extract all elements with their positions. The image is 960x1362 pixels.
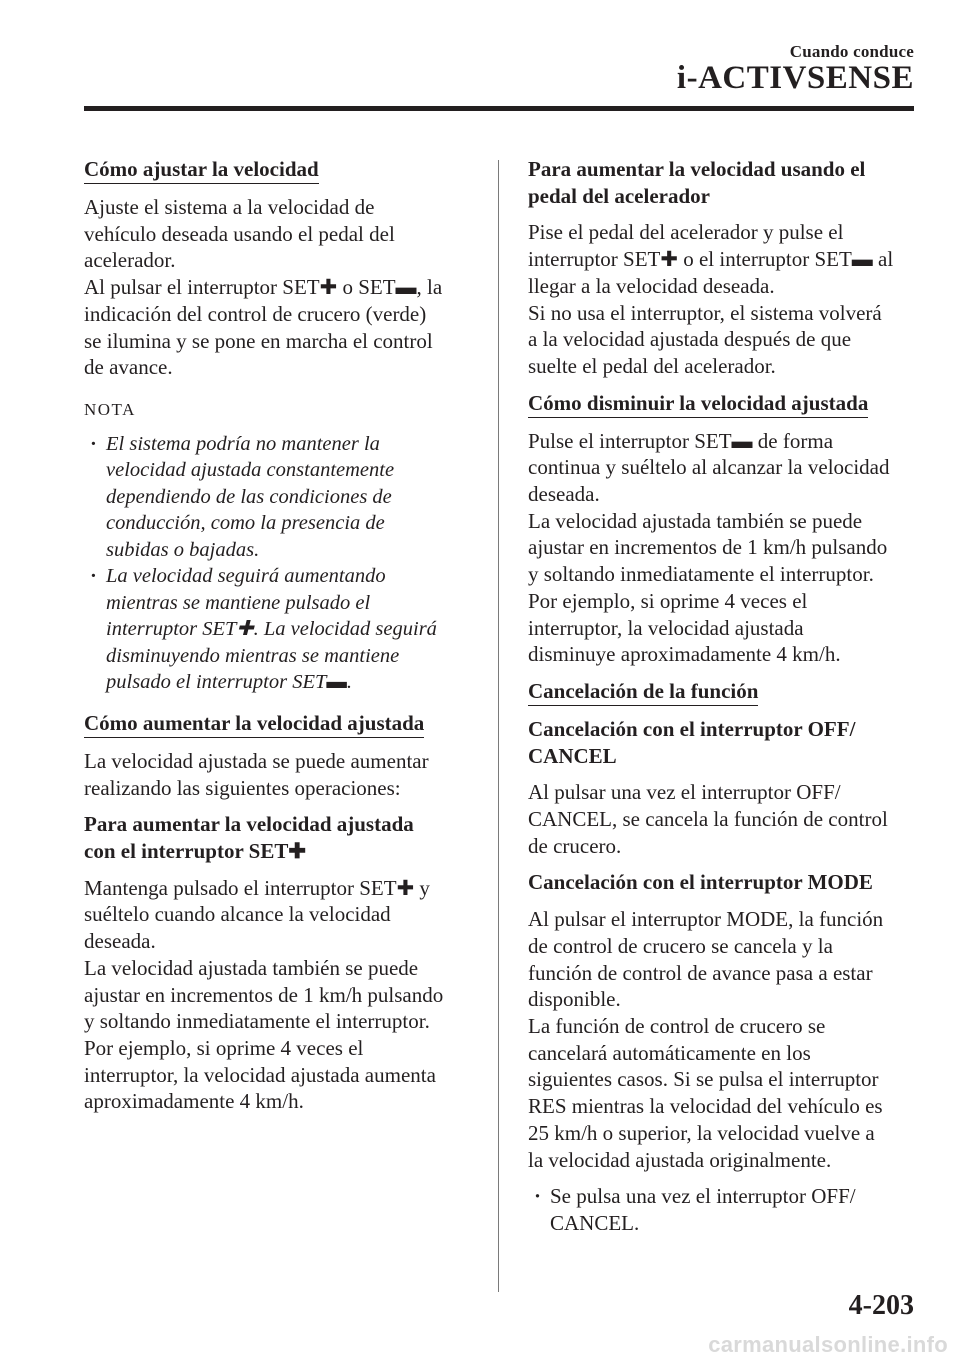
text-line: a la velocidad ajustada después de que [528,327,852,352]
header-rule [84,106,914,111]
text-line: subidas o bajadas. [106,538,260,561]
text-line: Pulse el interruptor SET▬ de forma [528,428,834,453]
text-line: Por ejemplo, si oprime 4 veces el [528,588,808,613]
subheading-set-plus [84,811,484,864]
text-line: de avance. [84,355,173,380]
subheading-off-cancel [528,716,928,769]
text-line: interruptor SET✚ o el interruptor SET▬ al [528,247,894,272]
text-line: ajustar en incrementos de 1 km/h pulsando [84,982,444,1007]
paragraph-accelerator [528,219,928,379]
note-item-2 [84,563,484,696]
text-line: llegar a la velocidad deseada. [528,273,775,298]
text-line: CANCEL. [550,1210,640,1235]
text-line: cancelará automáticamente en los [528,1040,811,1065]
text-line: La velocidad ajustada también se puede [528,508,863,533]
text-line: disminuyendo mientras se mantiene [106,644,400,667]
heading-increase-speed: Cómo aumentar la velocidad ajustada [84,711,424,738]
note-item-1 [84,431,484,564]
subheading-mode: Cancelación con el interruptor MODE [528,870,873,895]
text-line: continua y suéltelo al alcanzar la velocidad [528,455,890,480]
text-line: Al pulsar el interruptor MODE, la función [528,907,884,932]
text-line: Para aumentar la velocidad usando el [528,157,866,181]
text-line: suelte el pedal del acelerador. [528,353,776,378]
text-line: Ajuste el sistema a la velocidad de [84,195,375,219]
paragraph-set-plus [84,875,484,1115]
text-line: La velocidad ajustada también se puede [84,955,419,980]
text-line: Pise el pedal del acelerador y pulse el [528,220,844,245]
paragraph-decrease [528,428,928,668]
heading-adjust-speed: Cómo ajustar la velocidad [84,157,319,184]
paragraph-adjust [84,194,484,381]
text-line: Mantenga pulsado el interruptor SET✚ y [84,875,430,900]
text-line: La velocidad ajustada se puede aumentar [84,748,429,773]
text-line: 25 km/h o superior, la velocidad vuelve a [528,1120,875,1145]
text-line: CANCEL [528,743,617,768]
text-line: La velocidad seguirá aumentando [106,565,386,588]
paragraph-mode [528,906,928,1173]
text-line: RES mientras la velocidad del vehículo es [528,1094,883,1119]
nota-label: NOTA [84,399,136,419]
left-column [84,156,484,1115]
text-line: interruptor, la velocidad ajustada aumenta [84,1062,436,1087]
text-line: Al pulsar una vez el interruptor OFF/ [528,780,841,805]
paragraph-off-cancel [528,779,928,859]
text-line: vehículo deseada usando el pedal del [84,221,395,246]
text-line: realizando las siguientes operaciones: [84,775,401,800]
text-line: de control de crucero se cancela y la [528,933,833,958]
page-number: 4-203 [848,1290,914,1321]
text-line: dependiendo de las condiciones de [106,485,392,508]
text-line: y soltando inmediatamente el interruptor. [84,1009,430,1034]
text-line: velocidad ajustada constantemente [106,459,395,482]
text-line: disminuye aproximadamente 4 km/h. [528,642,841,667]
text-line: Si no usa el interruptor, el sistema volverá [528,300,882,325]
text-line: la velocidad ajustada originalmente. [528,1147,832,1172]
heading-cancel-function: Cancelación de la función [528,679,758,706]
text-line: siguientes casos. Si se pulsa el interruptor [528,1067,879,1092]
text-line: acelerador. [84,248,176,273]
text-line: con el interruptor SET✚ [84,839,306,864]
text-line: función de control de avance pasa a estar [528,960,873,985]
list-item-off-cancel [528,1183,928,1236]
right-column [528,156,928,1237]
text-line: Se pulsa una vez el interruptor OFF/ [550,1184,856,1209]
text-line: Cancelación con el interruptor OFF/ [528,716,856,741]
text-line: Al pulsar el interruptor SET✚ o SET▬, la [84,275,443,300]
text-line: La función de control de crucero se [528,1013,826,1038]
subheading-accelerator [528,156,928,209]
text-line: deseada. [528,482,600,507]
text-line: aproximadamente 4 km/h. [84,1089,304,1114]
text-line: pulsado el interruptor SET▬. [106,671,353,694]
text-line: deseada. [84,929,156,954]
text-line: pedal del acelerador [528,183,710,208]
text-line: y soltando inmediatamente el interruptor. [528,562,874,587]
text-line: CANCEL, se cancela la función de control [528,807,888,832]
text-line: mientras se mantiene pulsado el [106,591,371,614]
paragraph-increase [84,748,484,801]
text-line: conducción, como la presencia de [106,512,385,535]
header-chapter: i-ACTIVSENSE [676,60,914,96]
text-line: interruptor, la velocidad ajustada [528,615,804,640]
text-line: indicación del control de crucero (verde) [84,301,427,326]
text-line: El sistema podría no mantener la [106,432,380,455]
text-line: disponible. [528,987,621,1012]
column-divider [498,160,499,1292]
heading-decrease-speed: Cómo disminuir la velocidad ajustada [528,391,868,418]
watermark: carmanualsonline.info [708,1332,948,1357]
text-line: se ilumina y se pone en marcha el control [84,328,433,353]
text-line: Por ejemplo, si oprime 4 veces el [84,1035,364,1060]
text-line: ajustar en incrementos de 1 km/h pulsando [528,535,888,560]
header-section: Cuando conduce [789,42,914,61]
text-line: interruptor SET✚. La velocidad seguirá [106,618,437,641]
text-line: de crucero. [528,833,622,858]
text-line: Para aumentar la velocidad ajustada [84,812,414,837]
text-line: suéltelo cuando alcance la velocidad [84,902,391,927]
